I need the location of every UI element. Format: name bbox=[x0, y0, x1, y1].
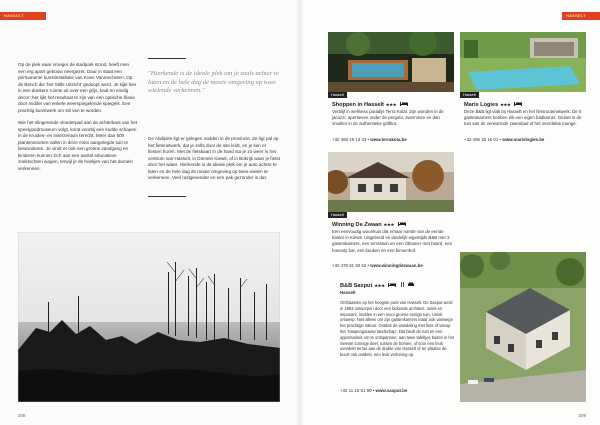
bed-icon bbox=[398, 221, 406, 228]
left-paragraph-1: Op de plek waar vroeger de stadpark stond, heeft men een erg apart gebouw neergezet. Daar in staat een permanente kunstinstallatie van Koen Vanmechelen, Op de Bench die 'het Stille Uitzicht' gedoopt werd. Je kijkt hier in een donkere ruimte uit over een grijs, kaal en eindig decor: het lijkt het resultaat te zijn van een optische illusie door middel van enkele weerspiegelende spiegels. Een prachtig kunstwerk om stil van te worden. bbox=[18, 62, 137, 113]
card-text-zwaan: Een eenvoudig woonhuis dat ernaar ruimte van de eerste kamer in Kiewit. Uitgebreid en landelijk eigentijds B&B met 3 gastenkamers, een terrastuin en een zitkamer met haard, een honesty bar, een keuken en een binnenhof. bbox=[332, 229, 453, 253]
card-contact-maris: +32 496 33 15 01 • www.marislogies.be bbox=[464, 137, 545, 142]
star-rating: ★★★ bbox=[383, 221, 395, 227]
card-title-zwaan bbox=[332, 221, 406, 228]
star-rating: ★★★ bbox=[374, 282, 385, 288]
section-tag-right: HASSELT bbox=[562, 12, 600, 20]
bed-icon bbox=[514, 101, 522, 108]
bed-icon bbox=[388, 282, 396, 289]
card-location-2: Hasselt bbox=[460, 92, 479, 98]
card-photo-zwaan bbox=[328, 152, 454, 212]
quote-rule-top bbox=[148, 58, 186, 59]
right-body-column bbox=[148, 136, 280, 188]
card-location-1: Hasselt bbox=[328, 92, 347, 98]
website-link[interactable]: www.marislogies.be bbox=[502, 137, 545, 142]
card-contact-saxput: +32 11 18 91 99 • www.saxput.be bbox=[340, 388, 408, 393]
website-link[interactable]: www.winningdezwaan.be bbox=[370, 263, 423, 268]
card-title-maris bbox=[464, 101, 522, 108]
card-photo-maris bbox=[460, 32, 586, 92]
card-location-3: Hasselt bbox=[328, 212, 347, 218]
website-link[interactable]: www.saxput.be bbox=[375, 388, 408, 393]
bed-icon bbox=[400, 101, 408, 108]
card-title-text: B&B Saxput bbox=[340, 282, 373, 289]
phone-number: +32 11 18 91 99 bbox=[340, 388, 372, 393]
section-tag-left: HASSELT bbox=[0, 12, 46, 20]
card-contact-shoppen: +32 468 19 13 33 • www.terrakota.be bbox=[332, 137, 407, 142]
pull-quote: "Hierkende is de ideale plek om je zoals achter te laten en de hele dag de mooie omgeving op twee wielende verkennen." bbox=[148, 70, 279, 95]
left-body-column bbox=[18, 62, 138, 178]
left-paragraph-3: De Abdijsite ligt er gelegen midden in de provincie. Ze ligt pal op het fietsnetwerk, dat je zelfs door de site leidt, en je kan er fietsen huren. Met de fietskaart in de hand sta je zo weer in het centrum van Hasselt, in Domein Kiewit, of in Bokrijk waar je fietst door het water. Hierkende is de ideale plek om je auto achter te laten en de hele dag de mooie omgeving op twee wielen te verkennen. Veel rustgevender en een pak gezonder is dat. bbox=[148, 136, 280, 180]
page-gutter bbox=[296, 0, 304, 425]
card-title-text: Winning De Zwaan bbox=[332, 221, 382, 228]
page-number-right: 209 bbox=[578, 413, 586, 418]
card-text-maris: Deze B&B ligt vlak bij Hasselt en het fietsroutenetwerk. De 5 gastenkamers hebben elk een eigen badkamer. Geniet in de tuin van de verwarmde zwembad of het overdekte lounge. bbox=[464, 109, 582, 127]
cutlery-icon bbox=[400, 282, 405, 289]
landscape-photo bbox=[18, 232, 280, 402]
star-rating: ★★★ bbox=[500, 101, 511, 107]
quote-rule-bottom bbox=[148, 196, 186, 197]
card-contact-zwaan: +32 478 91 50 62 • www.winningdezwaan.be bbox=[332, 263, 423, 268]
card-photo-saxput bbox=[460, 252, 586, 402]
card-title-shoppen bbox=[332, 101, 408, 108]
phone-number: +32 468 19 13 33 bbox=[332, 137, 367, 142]
parking-icon bbox=[408, 282, 414, 289]
card-text-shoppen: Verblijf in wellness paradijs Terra Kotal. Zijn wonden in de jacuzzi, apertieven onder de pergola, zwemmen en dan smullen in de authentieke grillhut. bbox=[332, 109, 444, 127]
page-number-left: 208 bbox=[18, 413, 26, 418]
website-link[interactable]: www.terrakota.be bbox=[370, 137, 407, 142]
card-location-saxput: Hasselt bbox=[340, 290, 356, 295]
phone-number: +32 496 33 15 01 bbox=[464, 137, 499, 142]
card-photo-shoppen bbox=[328, 32, 454, 92]
phone-number: +32 478 91 50 62 bbox=[332, 263, 367, 268]
card-text-saxput: Onthaasten op het hoogste punt van Hasselt. De Saxput werd in 1993 ontworpen door een bekende architect, uniek en imposant, midden in een mooi groene rustige tuin. Uniek ontwerp. Niet alleen om zijn gastenkamers maar ook vanwege het prachtige natuur. Ontdek de wandeling met fiets of vanop het 'Haspengouwse landschap'. Dat biedt de rust en een opportuniteit om te ontspannen: aan twee tafeltjes buiten in het meeste zonnige deel, tussen de bomen, of voor een leuk overdekt terras aan de drukte van Hasselt of ter plaatse de buurt ook ontdekt, een leuk vertoning op. bbox=[340, 300, 455, 358]
star-rating: ★★★ bbox=[385, 101, 397, 107]
card-title-text: Shoppen in Hasselt bbox=[332, 101, 384, 108]
card-title-saxput bbox=[340, 282, 414, 289]
left-paragraph-2: Wie het slingerende vlonderpad aan de achterkant van het speelgoedmuseum volgt, komt voorbij een kudde schapen in de kruiden- en insectentuin terecht. Meer dan 500 plantensoorten vallen in deze mooi aangelegde tuin te bewonderen. Je vindt er ook een groene zandgang en kinderen kunnen zich aan een aantal educatieve zoektochten wagen, terwijl je de hoekjes van het domein verkennen. bbox=[18, 120, 138, 171]
card-title-text: Maris Logies bbox=[464, 101, 499, 108]
right-page bbox=[300, 0, 600, 425]
